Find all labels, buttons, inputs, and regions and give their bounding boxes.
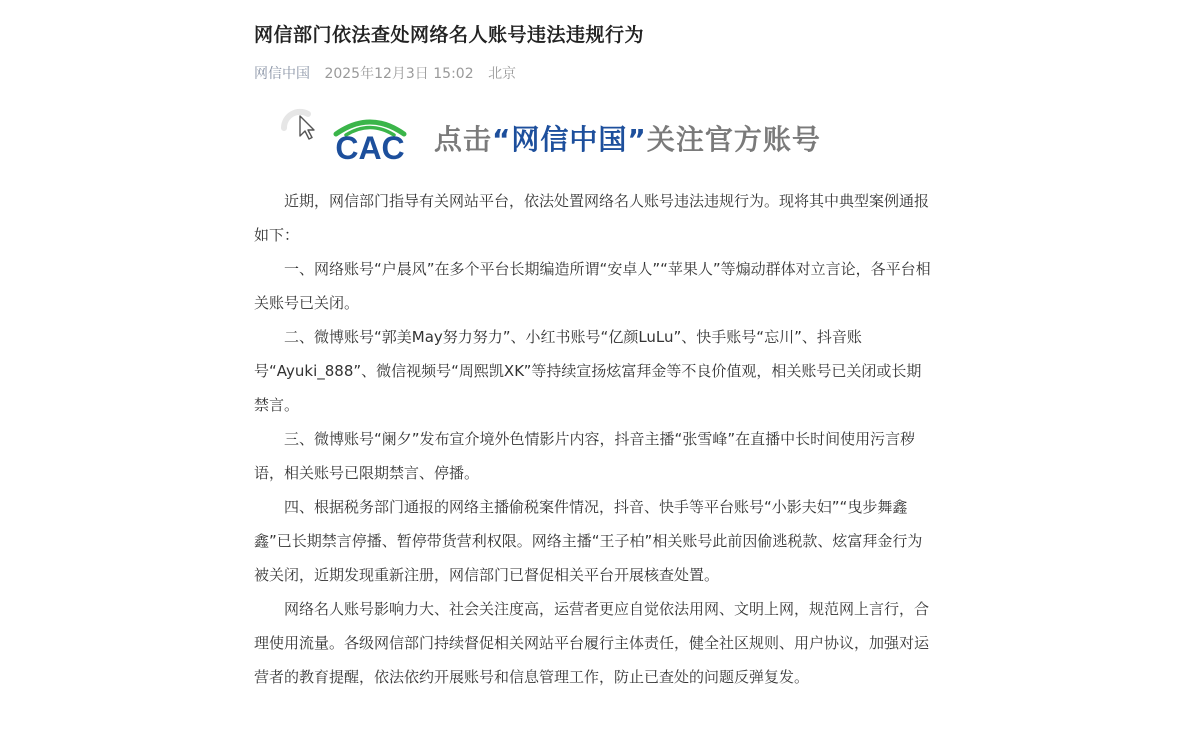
source-link[interactable]: 网信中国 (254, 66, 310, 82)
article-title: 网信部门依法查处网络名人账号违法违规行为 (254, 24, 645, 46)
publish-date: 2025年12月3日 15:02 (324, 66, 474, 82)
banner-text-highlight: “网信中国” (492, 123, 647, 156)
logo-text: CAC (335, 130, 405, 162)
paragraph: 近期，网信部门指导有关网站平台，依法处置网络名人账号违法违规行为。现将其中典型案例通报如下： (254, 192, 930, 244)
paragraph: 四、根据税务部门通报的网络主播偷税案件情况，抖音、快手等平台账号“小影夫妇”“曳步舞鑫鑫”已长期禁言停播、暂停带货营利权限。网络主播“王子柏”相关账号此前因偷逃税款、炫富拜金行为被关闭，近期发现重新注册，网信部门已督促相关平台开展核查处置。 (254, 498, 923, 584)
follow-banner[interactable] (278, 106, 898, 166)
banner-text-suffix: 关注官方账号 (646, 123, 821, 156)
paragraph: 三、微博账号“阑夕”发布宣介境外色情影片内容，抖音主播“张雪峰”在直播中长时间使用污言秽语，相关账号已限期禁言、停播。 (254, 430, 916, 482)
cac-logo (322, 112, 418, 162)
paragraph: 二、微博账号“郭美May努力努力”、小红书账号“亿颜LuLu”、快手账号“忘川”、抖音账号“Ayuki_888”、微信视频号“周熙凯XK”等持续宣扬炫富拜金等不良价值观，相关账号已关闭或长期禁言。 (254, 328, 922, 414)
paragraph: 一、网络账号“户晨风”在多个平台长期编造所谓“安卓人”“苹果人”等煽动群体对立言论，各平台相关账号已关闭。 (254, 260, 931, 312)
article-body (254, 184, 934, 694)
cursor-icon (278, 106, 328, 146)
paragraph: 网络名人账号影响力大、社会关注度高，运营者更应自觉依法用网、文明上网，规范网上言行，合理使用流量。各级网信部门持续督促相关网站平台履行主体责任，健全社区规则、用户协议，加强对运营者的教育提醒，依法依约开展账号和信息管理工作，防止已查处的问题反弹复发。 (254, 600, 930, 686)
publish-location: 北京 (488, 66, 517, 82)
banner-text-prefix: 点击 (434, 123, 493, 156)
banner-text (434, 118, 821, 158)
article-meta (254, 63, 516, 83)
